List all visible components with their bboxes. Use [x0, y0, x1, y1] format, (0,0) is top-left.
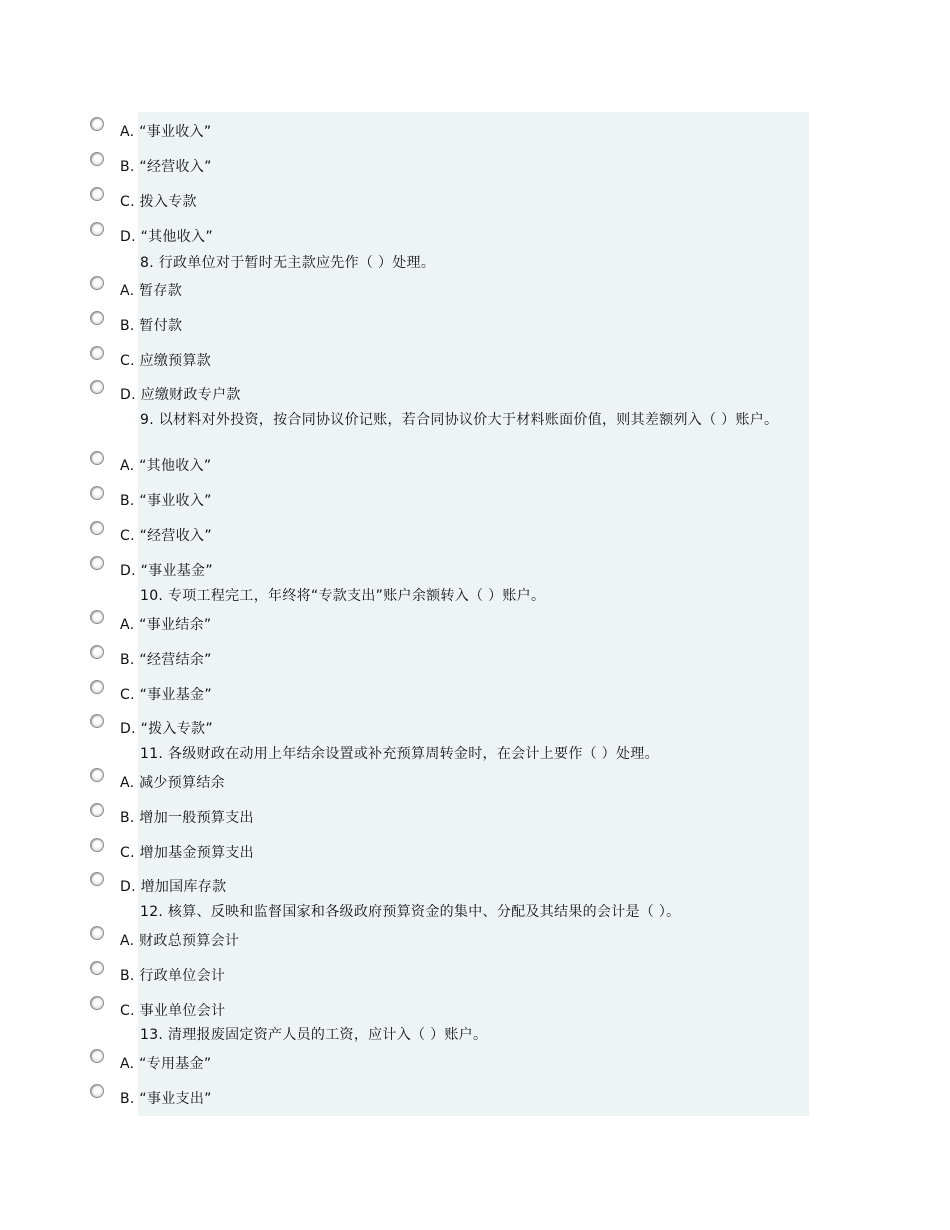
answer-option-label: B. 行政单位会计 [120, 968, 226, 984]
radio-button-icon[interactable] [90, 187, 104, 201]
radio-button-icon[interactable] [90, 838, 104, 852]
question-text: 10. 专项工程完工，年终将“专款支出”账户余额转入（ ）账户。 [140, 588, 546, 604]
answer-option-label: D. 应缴财政专户款 [120, 387, 241, 403]
answer-option[interactable] [0, 117, 950, 147]
answer-option[interactable] [0, 872, 950, 902]
answer-option-label: B. “事业支出” [120, 1091, 212, 1107]
answer-option[interactable] [0, 961, 950, 991]
radio-button-icon[interactable] [90, 1084, 104, 1098]
answer-option[interactable] [0, 768, 950, 798]
radio-button-icon[interactable] [90, 380, 104, 394]
answer-option-label: B. “事业收入” [120, 493, 212, 509]
radio-button-icon[interactable] [90, 346, 104, 360]
answer-option-label: B. “经营结余” [120, 652, 212, 668]
answer-option[interactable] [0, 610, 950, 640]
answer-option[interactable] [0, 380, 950, 410]
radio-button-icon[interactable] [90, 152, 104, 166]
radio-button-icon[interactable] [90, 486, 104, 500]
answer-option[interactable] [0, 556, 950, 586]
answer-option[interactable] [0, 645, 950, 675]
answer-option[interactable] [0, 486, 950, 516]
question-text: 9. 以材料对外投资，按合同协议价记账，若合同协议价大于材料账面价值，则其差额列入（ ）账户。 [140, 412, 779, 428]
radio-button-icon[interactable] [90, 117, 104, 131]
radio-button-icon[interactable] [90, 556, 104, 570]
radio-button-icon[interactable] [90, 451, 104, 465]
radio-button-icon[interactable] [90, 996, 104, 1010]
radio-button-icon[interactable] [90, 222, 104, 236]
answer-option[interactable] [0, 996, 950, 1026]
radio-button-icon[interactable] [90, 714, 104, 728]
question-text: 8. 行政单位对于暂时无主款应先作（ ）处理。 [140, 255, 436, 271]
answer-option[interactable] [0, 311, 950, 341]
answer-option-label: A. “事业结余” [120, 617, 212, 633]
radio-button-icon[interactable] [90, 276, 104, 290]
answer-option-label: C. 事业单位会计 [120, 1003, 226, 1019]
answer-option[interactable] [0, 1084, 950, 1114]
answer-option-label: D. 增加国库存款 [120, 879, 227, 895]
answer-option[interactable] [0, 187, 950, 217]
answer-option-label: B. 增加一般预算支出 [120, 810, 254, 826]
answer-option[interactable] [0, 451, 950, 481]
answer-option-label: D. “事业基金” [120, 563, 213, 579]
radio-button-icon[interactable] [90, 680, 104, 694]
answer-option[interactable] [0, 222, 950, 252]
question-text: 12. 核算、反映和监督国家和各级政府预算资金的集中、分配及其结果的会计是（ ）。 [140, 904, 681, 920]
answer-option-label: D. “其他收入” [120, 229, 213, 245]
answer-option[interactable] [0, 276, 950, 306]
answer-option[interactable] [0, 926, 950, 956]
answer-option-label: A. “专用基金” [120, 1056, 212, 1072]
answer-option-label: A. 暂存款 [120, 283, 183, 299]
answer-option-label: C. 增加基金预算支出 [120, 845, 254, 861]
answer-option[interactable] [0, 680, 950, 710]
radio-button-icon[interactable] [90, 926, 104, 940]
answer-option[interactable] [0, 346, 950, 376]
answer-option[interactable] [0, 714, 950, 744]
radio-button-icon[interactable] [90, 803, 104, 817]
radio-button-icon[interactable] [90, 521, 104, 535]
answer-option-label: A. “其他收入” [120, 458, 212, 474]
answer-option[interactable] [0, 803, 950, 833]
answer-option-label: A. “事业收入” [120, 124, 212, 140]
answer-option-label: A. 减少预算结余 [120, 775, 225, 791]
answer-option-label: D. “拨入专款” [120, 721, 213, 737]
answer-option-label: C. “经营收入” [120, 528, 212, 544]
answer-option-label: C. 拨入专款 [120, 194, 197, 210]
radio-button-icon[interactable] [90, 610, 104, 624]
radio-button-icon[interactable] [90, 1049, 104, 1063]
answer-option[interactable] [0, 1049, 950, 1079]
answer-option-label: B. 暂付款 [120, 318, 183, 334]
answer-option[interactable] [0, 152, 950, 182]
answer-option-label: B. “经营收入” [120, 159, 212, 175]
radio-button-icon[interactable] [90, 961, 104, 975]
question-text: 13. 清理报废固定资产人员的工资，应计入（ ）账户。 [140, 1027, 488, 1043]
radio-button-icon[interactable] [90, 872, 104, 886]
answer-option-label: C. “事业基金” [120, 687, 212, 703]
radio-button-icon[interactable] [90, 311, 104, 325]
answer-option-label: C. 应缴预算款 [120, 353, 212, 369]
answer-option[interactable] [0, 838, 950, 868]
question-text: 11. 各级财政在动用上年结余设置或补充预算周转金时，在会计上要作（ ）处理。 [140, 746, 659, 762]
answer-option[interactable] [0, 521, 950, 551]
answer-option-label: A. 财政总预算会计 [120, 933, 240, 949]
radio-button-icon[interactable] [90, 768, 104, 782]
radio-button-icon[interactable] [90, 645, 104, 659]
